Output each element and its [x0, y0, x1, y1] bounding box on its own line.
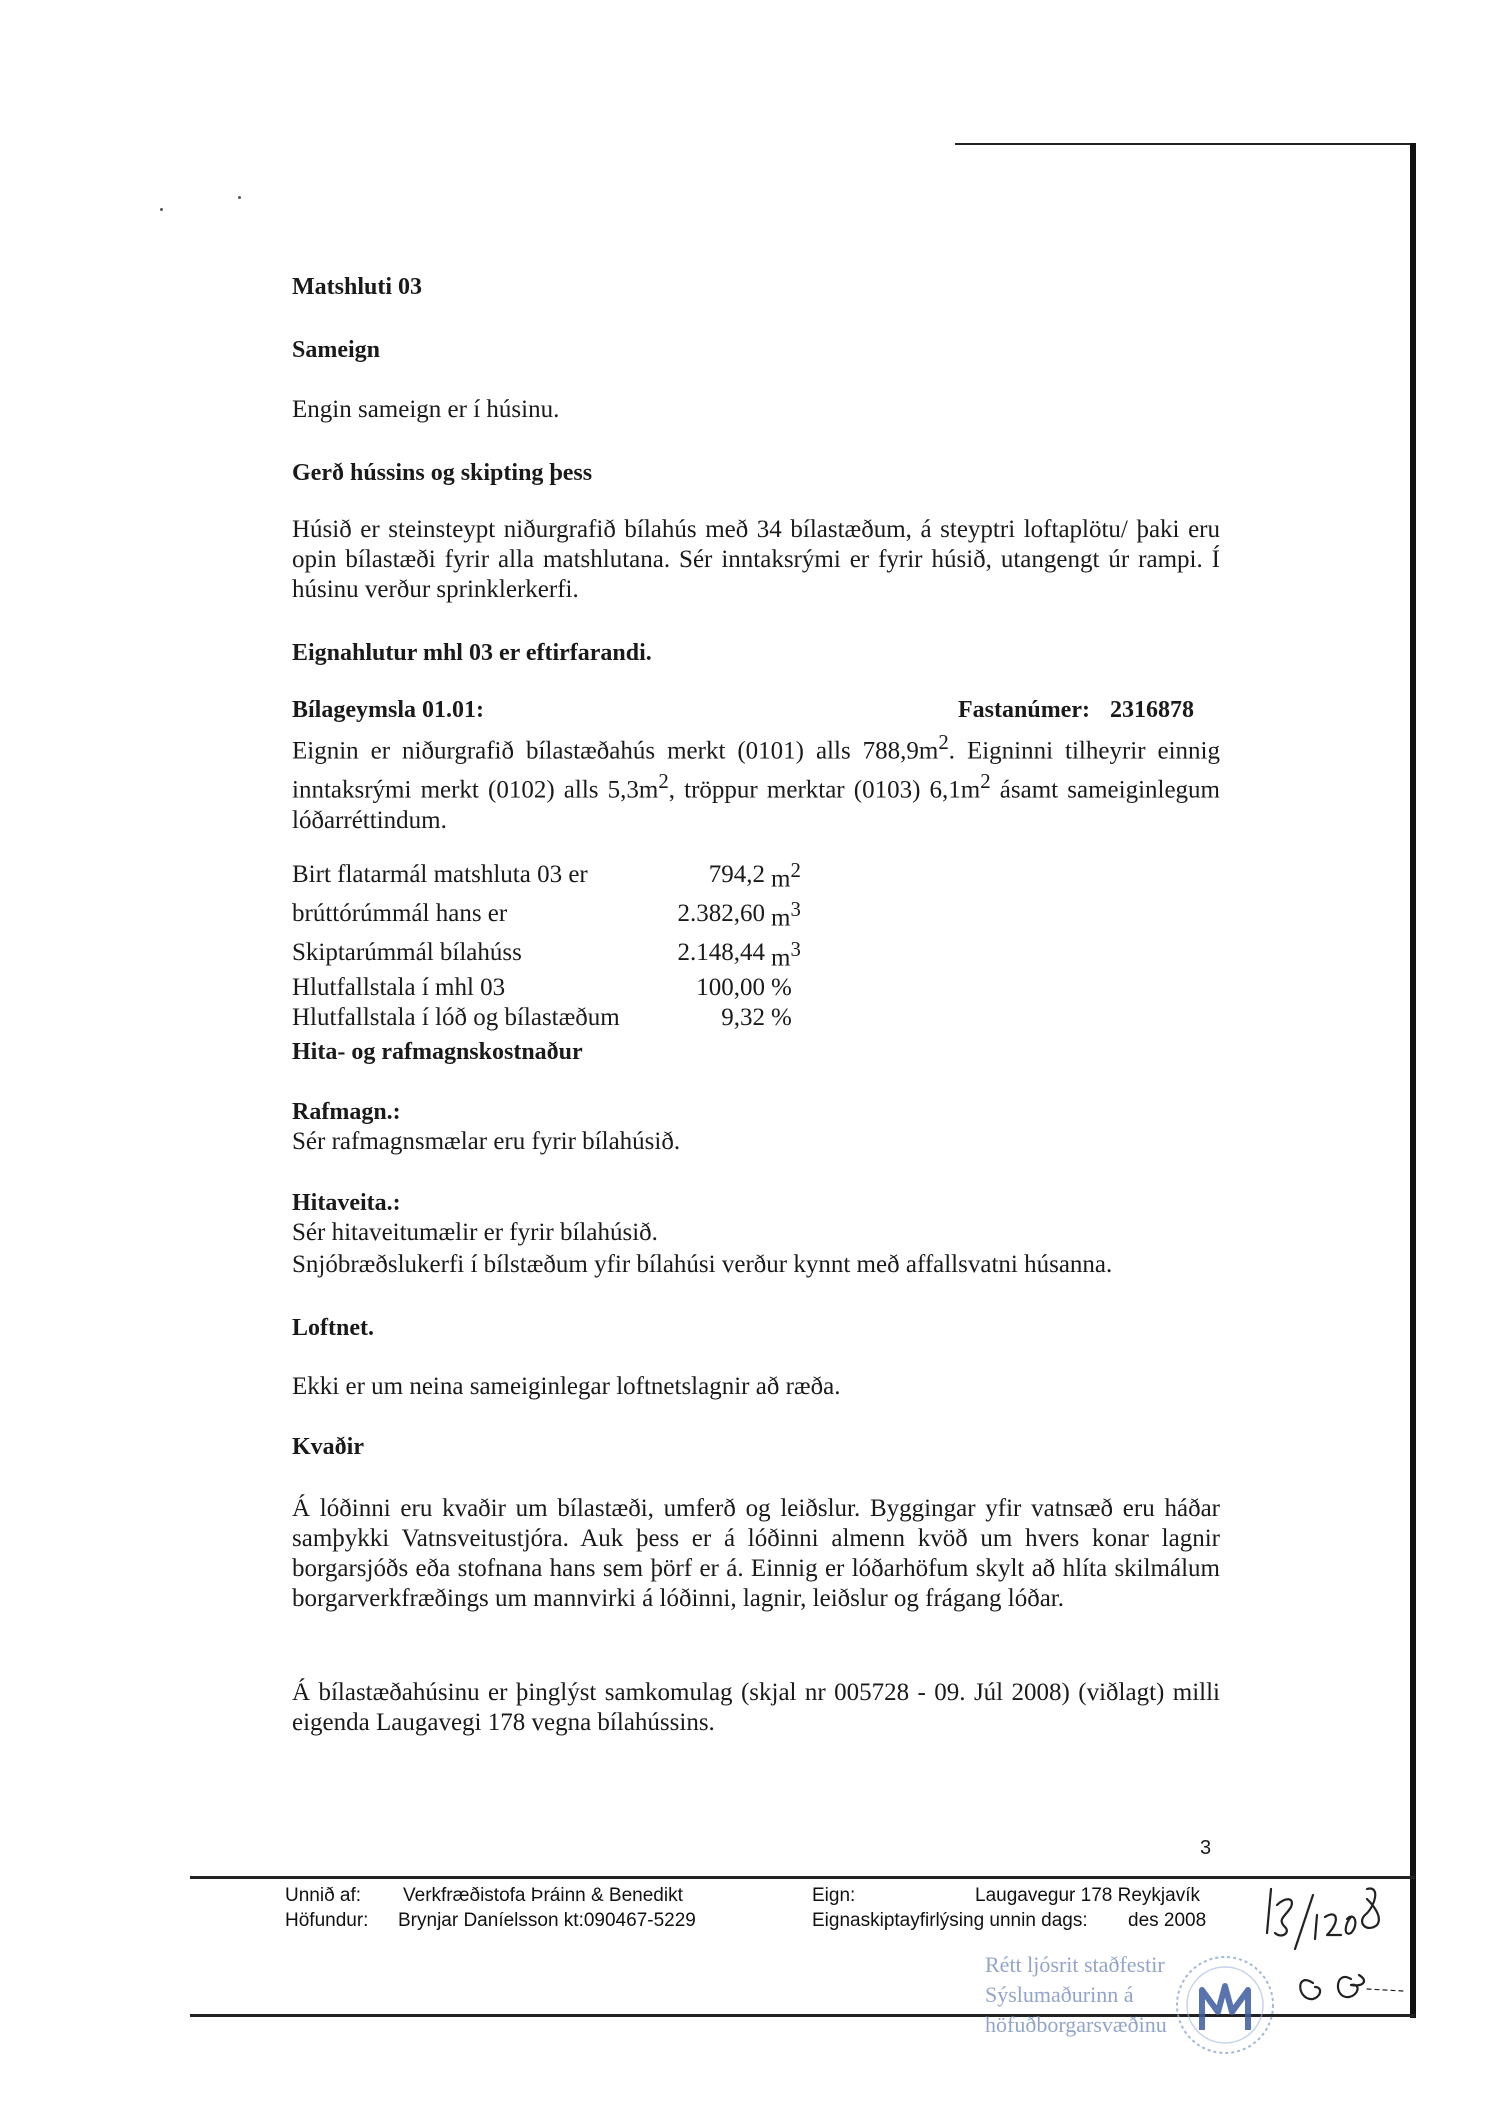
- area-value: 794,2: [708, 860, 765, 888]
- area-unit: m: [771, 865, 791, 893]
- right-border-line: [1410, 143, 1416, 2018]
- area-row: [292, 855, 801, 894]
- footer-hofundur-value: Brynjar Daníelsson kt:090467-5229: [398, 1910, 696, 1931]
- area-label: Birt flatarmál matshluta 03 er: [292, 860, 588, 888]
- loftnet-text: Ekki er um neina sameiginlegar loftnetslagnir að ræða.: [292, 1373, 841, 1400]
- stamp-line-2: Sýslumaðurinn á: [985, 1982, 1134, 2007]
- bilageymsla-text-3: , tröppur merktar (0103) 6,1m: [668, 776, 981, 804]
- footer-eignaskipta-value: des 2008: [1128, 1910, 1207, 1931]
- superscript: 2: [938, 730, 949, 754]
- sameign-heading: Sameign: [292, 337, 381, 363]
- hitaveita-text-2: Snjóbræðslukerfi í bílstæðum yfir bílahúsi verður kynnt með affallsvatni húsanna.: [292, 1251, 1113, 1278]
- footer-unnid-value: Verkfræðistofa Þráinn & Benedikt: [403, 1885, 683, 1906]
- hitaveita-heading: Hitaveita.:: [292, 1190, 401, 1216]
- footer-eign-label: Eign:: [812, 1885, 856, 1906]
- area-unit-superscript: 2: [790, 858, 801, 882]
- area-row: [292, 934, 801, 973]
- kvadir-paragraph-2: Á bílastæðahúsinu er þinglýst samkomulag (skjal nr 005728 - 09. Júl 2008) (viðlagt) milli eigenda Laugavegi 178 vegna bílahússins.: [292, 1679, 1220, 1736]
- area-unit-cell: [765, 934, 801, 973]
- kvadir-paragraph-1: Á lóðinni eru kvaðir um bílastæði, umferð og leiðslur. Byggingar yfir vatnsæð eru háðar samþykki Vatnsveitustjóra. Auk þess er á lóðinni almenn kvöð um hvers konar lagnir borgarsjóðs eða stofnana hans sem þörf er á. Einnig er lóðarhöfum skylt að hlíta skilmálum borgarverkfræðings um mannvirki á lóðinni, lagnir, leiðslur og frágang lóðar.: [292, 1495, 1220, 1612]
- page-number: 3: [1200, 1837, 1212, 1859]
- section-title: Matshluti 03: [292, 274, 423, 300]
- hita-heading: Hita- og rafmagnskostnaður: [292, 1039, 583, 1065]
- stamp-seal-icon: [1170, 1950, 1280, 2060]
- area-label: Hlutfallstala í mhl 03: [292, 973, 506, 1001]
- bilageymsla-text-2: . Eigninni tilheyrir einnig inntaksrými merkt (0102) alls 5,3m: [292, 737, 1220, 804]
- kvadir-heading: Kvaðir: [292, 1434, 364, 1460]
- sameign-text: Engin sameign er í húsinu.: [292, 396, 560, 423]
- rafmagn-heading: Rafmagn.:: [292, 1099, 401, 1125]
- area-label: Hlutfallstala í lóð og bílastæðum: [292, 1003, 620, 1031]
- area-label: brúttórúmmál hans er: [292, 899, 508, 927]
- area-unit-cell: [765, 1003, 801, 1033]
- area-row: [292, 973, 801, 1003]
- eignahlutur-heading: Eignahlutur mhl 03 er eftirfarandi.: [292, 640, 652, 666]
- area-unit-superscript: 3: [790, 897, 801, 922]
- fastanumer-value: 2316878: [1110, 697, 1194, 723]
- area-label: Skiptarúmmál bílahúss: [292, 939, 522, 967]
- hitaveita-text-1: Sér hitaveitumælir er fyrir bílahúsið.: [292, 1219, 658, 1246]
- area-unit: %: [771, 1003, 792, 1031]
- area-row: [292, 1003, 801, 1033]
- area-unit-cell: [765, 973, 801, 1003]
- bilageymsla-label: Bílageymsla 01.01:: [292, 697, 484, 723]
- fastanumer-label: Fastanúmer:: [958, 697, 1090, 723]
- area-unit: m: [771, 943, 791, 971]
- area-unit-cell: [765, 894, 801, 933]
- footer-eign-value: Laugavegur 178 Reykjavík: [975, 1885, 1200, 1906]
- superscript: 2: [980, 769, 991, 794]
- stamp-line-1: Rétt ljósrit staðfestir: [985, 1952, 1165, 1977]
- bilageymsla-text-4: ásamt sameiginlegum lóðarréttindum.: [292, 776, 1221, 834]
- area-row: [292, 894, 801, 933]
- footer-hofundur-label: Höfundur:: [285, 1910, 369, 1931]
- area-unit-cell: [765, 855, 801, 894]
- area-value: 100,00: [696, 973, 765, 1001]
- gerd-heading: Gerð hússins og skipting þess: [292, 460, 593, 486]
- stamp-line-3: höfuðborgarsvæðinu: [985, 2012, 1167, 2037]
- area-value: 2.148,44: [677, 939, 765, 967]
- footer-divider: [190, 1876, 1415, 1879]
- superscript: 2: [658, 769, 669, 794]
- gerd-paragraph: Húsið er steinsteypt niðurgrafið bílahús með 34 bílastæðum, á steyptri loftaplötu/ þaki eru opin bílastæði fyrir alla matshlutana. Sér inntaksrými er fyrir húsið, utangengt úr rampi. Í húsinu verður sprinklerkerfi.: [292, 516, 1220, 603]
- official-stamp: [985, 1950, 1167, 2040]
- area-table: [292, 855, 801, 1033]
- scan-speck: [238, 196, 241, 199]
- footer-eignaskipta-label: Eignaskiptayfirlýsing unnin dags:: [812, 1910, 1088, 1931]
- area-unit-superscript: 3: [790, 936, 801, 961]
- area-value: 2.382,60: [677, 899, 765, 927]
- top-border-line: [955, 143, 1415, 145]
- rafmagn-text: Sér rafmagnsmælar eru fyrir bílahúsið.: [292, 1128, 681, 1155]
- footer-unnid-label: Unnið af:: [285, 1885, 362, 1906]
- bilageymsla-text-1: Eignin er niðurgrafið bílastæðahús merkt (0101) alls 788,9m: [292, 737, 939, 765]
- scan-speck: [160, 208, 163, 211]
- area-unit: %: [771, 973, 792, 1001]
- area-value: 9,32: [721, 1003, 765, 1031]
- loftnet-heading: Loftnet.: [292, 1315, 374, 1341]
- bilageymsla-paragraph: [292, 727, 1220, 836]
- area-unit: m: [771, 904, 791, 932]
